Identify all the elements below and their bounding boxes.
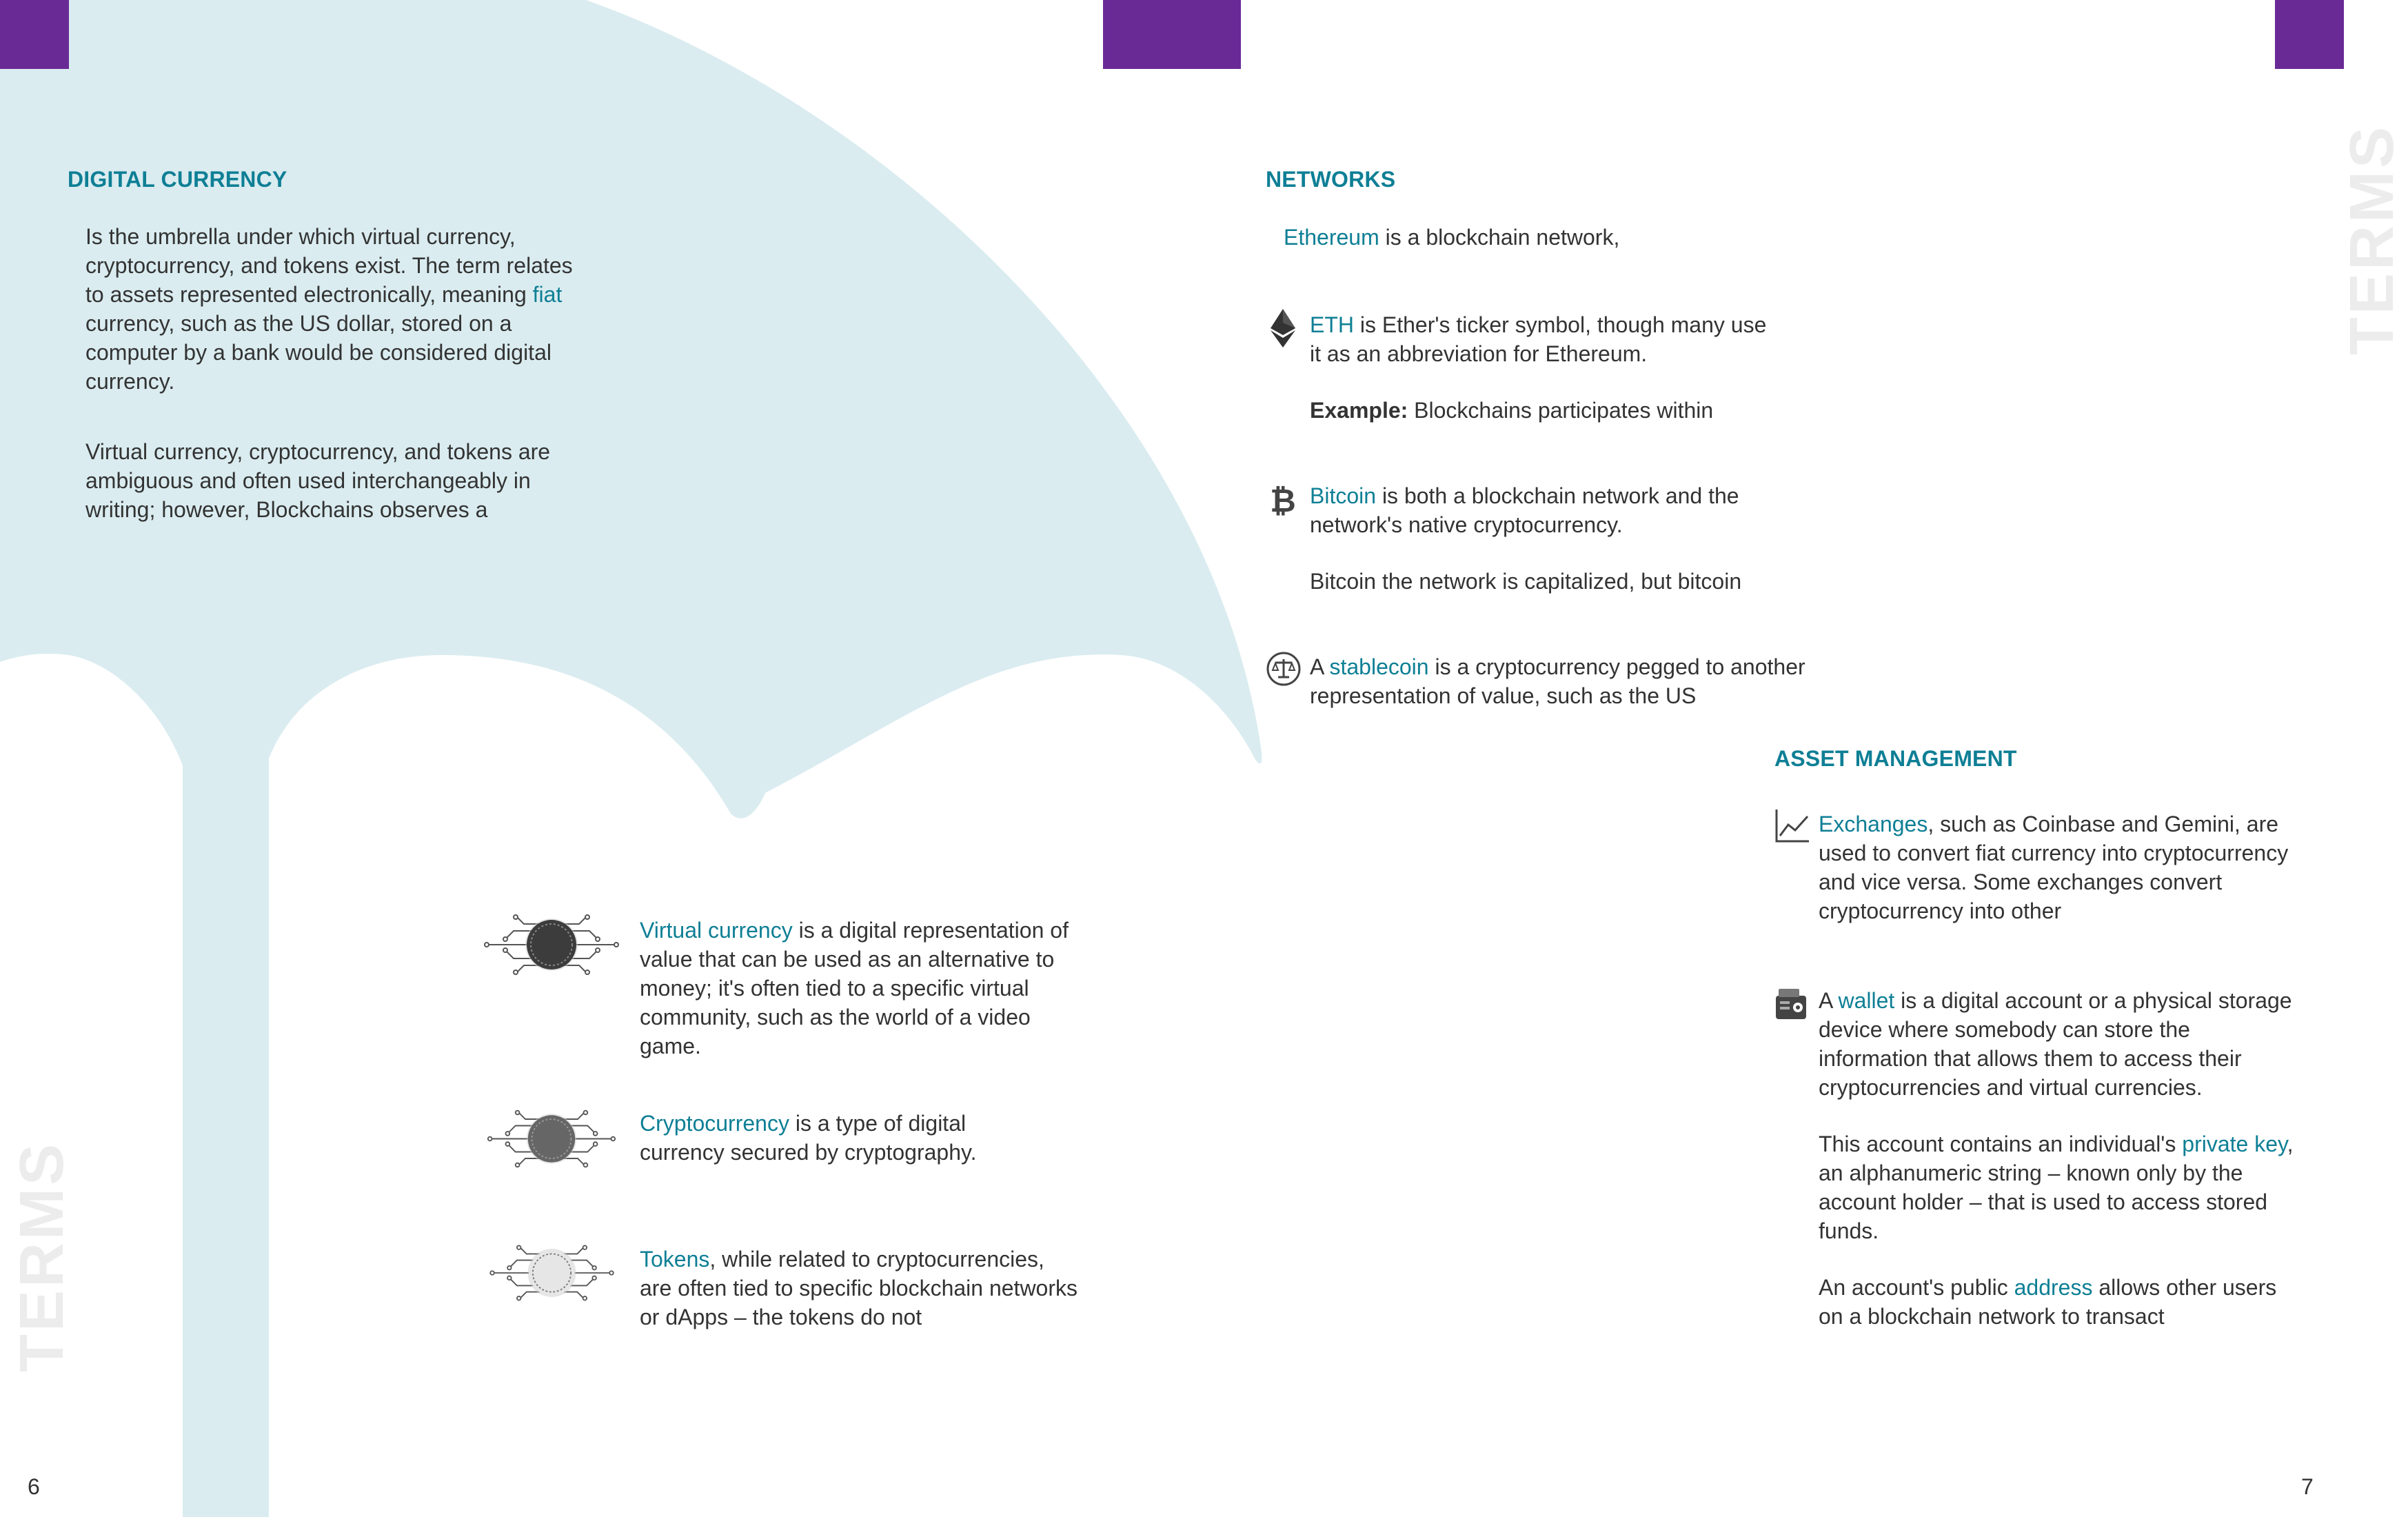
- side-label-right: TERMS: [2338, 124, 2407, 355]
- ethereum-text: is a blockchain network,: [1379, 225, 1620, 250]
- eth-link[interactable]: ETH: [1310, 312, 1354, 337]
- circuit-coin-light-icon: [488, 1241, 616, 1305]
- balance-scale-icon: [1266, 651, 1302, 687]
- page-number-left: 6: [28, 1474, 40, 1499]
- bitcoin-link[interactable]: Bitcoin: [1310, 483, 1377, 508]
- ethereum-entry: [1284, 223, 1766, 252]
- virtual-currency-link[interactable]: Virtual currency: [640, 918, 793, 943]
- eth-text: is Ether's ticker symbol, though many use it as an abbreviation for Ethereum.: [1310, 312, 1767, 366]
- term-virtual-currency: [640, 916, 1081, 1061]
- wallet-icon: [1774, 986, 1808, 1021]
- tokens-link[interactable]: Tokens: [640, 1247, 710, 1272]
- bitcoin-note: Bitcoin the network is capitalized, but bitcoin: [1310, 569, 1742, 594]
- stablecoin-text: is a cryptocurrency pegged to another representation of value, such as the US: [1310, 654, 1805, 708]
- exchanges-text: , such as Coinbase and Gemini, are used to convert fiat currency into cryptocurrency and vice versa. Some exchanges convert cryptocurrency into other: [1819, 812, 2289, 923]
- wallet-link[interactable]: wallet: [1838, 988, 1895, 1013]
- wallet-entry: [1819, 986, 2301, 1331]
- private-key-link[interactable]: private key: [2182, 1132, 2287, 1156]
- address-link[interactable]: address: [2014, 1275, 2093, 1300]
- example-label: Example:: [1310, 398, 1408, 423]
- intro-text-a: Is the umbrella under which virtual currency, cryptocurrency, and tokens exist. The term relates to assets represented electronically, meaning: [85, 224, 573, 307]
- exchanges-entry: [1819, 810, 2301, 925]
- wallet-p3-b: allows other users on a blockchain network to transact: [1819, 1275, 2277, 1329]
- term-tokens: [640, 1245, 1081, 1332]
- tokens-text: , while related to cryptocurrencies, are often tied to specific blockchain networks or dApps – the tokens do not: [640, 1247, 1077, 1329]
- ethereum-icon: [1271, 309, 1295, 348]
- wallet-p3-a: An account's public: [1819, 1275, 2014, 1300]
- section-title-asset-management: ASSET MANAGEMENT: [1774, 746, 2017, 771]
- bitcoin-text: is both a blockchain network and the network's native cryptocurrency.: [1310, 483, 1739, 537]
- bitcoin-icon: [1271, 481, 1295, 517]
- side-label-left: TERMS: [8, 1141, 77, 1372]
- circuit-coin-medium-icon: [486, 1106, 617, 1172]
- page-tab-center: [1103, 0, 1241, 69]
- page-number-right: 7: [2301, 1474, 2314, 1499]
- eth-entry: [1310, 310, 1779, 425]
- digital-currency-intro: [85, 222, 582, 524]
- bitcoin-entry: [1310, 481, 1792, 596]
- intro-paragraph-2: Virtual currency, cryptocurrency, and tokens are ambiguous and often used interchangeably in writing; however, Blockchains observes a: [85, 439, 551, 522]
- circuit-coin-dark-icon: [483, 910, 620, 979]
- stablecoin-link[interactable]: stablecoin: [1329, 654, 1429, 679]
- cryptocurrency-text: is a type of digital currency secured by cryptography.: [640, 1111, 977, 1165]
- page-tab-left: [0, 0, 69, 69]
- page-tab-right: [2275, 0, 2344, 69]
- fiat-link[interactable]: fiat: [532, 282, 563, 307]
- stablecoin-entry: [1310, 652, 1806, 710]
- cryptocurrency-link[interactable]: Cryptocurrency: [640, 1111, 789, 1136]
- line-chart-icon: [1774, 808, 1810, 844]
- wallet-p2-b: , an alphanumeric string – known only by the account holder – that is used to access stored funds.: [1819, 1132, 2294, 1243]
- wallet-prefix: A: [1819, 988, 1839, 1013]
- section-title-digital-currency: DIGITAL CURRENCY: [68, 167, 287, 192]
- wallet-p2-a: This account contains an individual's: [1819, 1132, 2183, 1156]
- example-text: Blockchains participates within: [1408, 398, 1714, 423]
- ethereum-link[interactable]: Ethereum: [1284, 225, 1379, 250]
- svg-text:₿: ₿: [1270, 482, 1296, 519]
- virtual-currency-text: is a digital representation of value that can be used as an alternative to money; it's often tied to a specific virtual community, such as the world of a video game.: [640, 918, 1069, 1058]
- stablecoin-prefix: A: [1310, 654, 1330, 679]
- term-cryptocurrency: [640, 1109, 1053, 1167]
- wallet-text: is a digital account or a physical storage device where somebody can store the information that allows them to access their cryptocurrencies and virtual currencies.: [1819, 988, 2292, 1100]
- section-title-networks: NETWORKS: [1266, 167, 1396, 192]
- intro-text-b: currency, such as the US dollar, stored on a computer by a bank would be considered digital currency.: [85, 311, 552, 394]
- exchanges-link[interactable]: Exchanges: [1819, 812, 1928, 836]
